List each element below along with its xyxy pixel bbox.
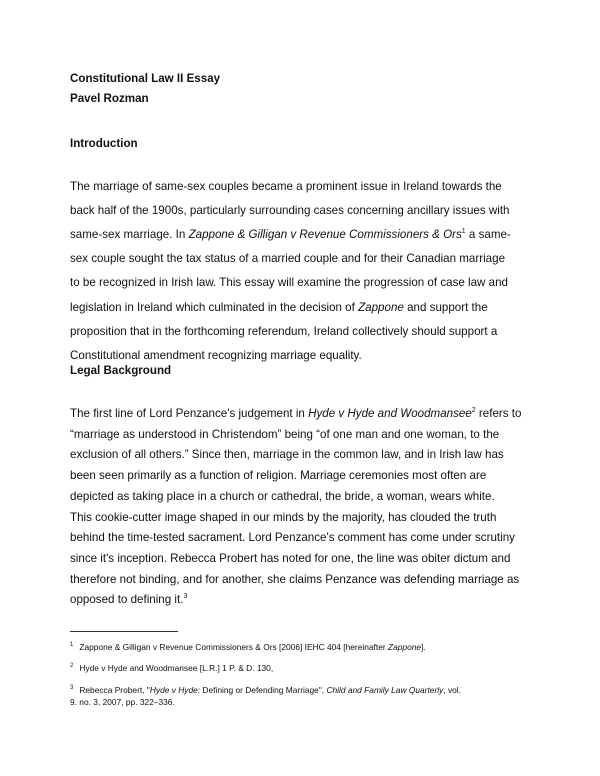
text-segment: back half of the 1900s, particularly surrounding cases concerning ancillary issues with: [70, 204, 510, 218]
footnote-line: [70, 697, 175, 708]
text-segment: Zappone & Gilligan v Revenue Commissioners & Ors [2006] IEHC 404 [hereinafter: [79, 642, 388, 652]
text-line: [70, 325, 497, 339]
text-segment: The marriage of same-sex couples became a prominent issue in Ireland towards the: [70, 180, 502, 193]
footnote-marker: 1: [461, 228, 466, 236]
text-segment: refers to: [475, 407, 522, 420]
text-segment: sex couple sought the tax status of a married couple and for their Canadian marriage: [70, 252, 506, 266]
text-segment: : Defining or Defending Marriage",: [197, 685, 327, 695]
text-line: [70, 573, 519, 587]
footnote-divider: [70, 631, 178, 632]
text-line: [70, 428, 499, 442]
text-segment: 9. no. 3, 2007, pp. 322–336.: [70, 697, 175, 707]
text-segment: proposition that in the forthcoming referendum, Ireland collectively should support a: [70, 324, 498, 338]
essay-title: Constitutional Law II Essay: [70, 72, 221, 85]
text-segment: Zappone: [358, 300, 404, 314]
text-line: [70, 204, 510, 218]
heading-legal-background: Legal Background: [70, 364, 172, 377]
text-segment: Hyde v Hyde and Woodmansee [L.R.] 1 P. & D. 130,: [79, 663, 274, 673]
footnote-line: [70, 642, 426, 653]
text-line: [70, 180, 502, 194]
text-line: [70, 301, 488, 315]
heading-introduction: Introduction: [70, 137, 138, 150]
text-line: [70, 252, 505, 266]
text-segment: since it's inception. Rebecca Probert has noted for one, the line was obiter dictum and: [70, 551, 511, 565]
text-line: [70, 469, 486, 483]
text-line: [70, 228, 511, 242]
text-segment: a same-: [465, 228, 511, 242]
text-line: [70, 511, 496, 525]
text-segment: Zappone: [387, 642, 422, 652]
footnote-marker: 1: [70, 642, 74, 649]
text-segment: depicted as taking place in a church or cathedral, the bride, a woman, wears white.: [70, 489, 495, 503]
text-segment: Constitutional amendment recognizing marriage equality.: [70, 348, 362, 362]
text-segment: The first line of Lord Penzance's judgement in: [70, 407, 309, 420]
text-segment: same-sex marriage. In: [70, 228, 189, 242]
footnote-line: [70, 663, 273, 674]
text-segment: , vol.: [443, 685, 461, 695]
text-segment: therefore not binding, and for another, she claims Penzance was defending marriage as: [70, 572, 520, 586]
footnote-marker: 2: [70, 663, 74, 670]
text-segment: Rebecca Probert, ": [79, 685, 150, 695]
text-line: [70, 276, 508, 290]
text-line: [70, 448, 504, 462]
text-segment: behind the time-tested sacrament. Lord Penzance's comment has come under scrutiny: [70, 531, 515, 545]
text-line: [70, 349, 362, 363]
footnote-line: [70, 685, 461, 696]
text-segment: This cookie-cutter image shaped in our minds by the majority, has clouded the truth: [70, 510, 497, 524]
text-segment: Zappone & Gilligan v Revenue Commissioners & Ors: [188, 228, 462, 242]
text-line: [70, 593, 187, 607]
text-line: [70, 490, 495, 504]
text-segment: legislation in Ireland which culminated in the decision of: [70, 300, 359, 314]
footnote-marker: 3: [70, 685, 74, 692]
text-segment: Hyde v Hyde: [149, 685, 198, 695]
text-line: [70, 407, 521, 421]
text-segment: been seen primarily as a function of religion. Marriage ceremonies most often are: [70, 469, 487, 483]
text-line: [70, 531, 515, 545]
text-segment: and support the: [403, 300, 488, 314]
text-segment: exclusion of all others.” Since then, marriage in the common law, and in Irish law has: [70, 448, 504, 462]
text-segment: opposed to defining it.: [70, 593, 184, 607]
author-name: Pavel Rozman: [70, 92, 149, 105]
text-line: [70, 552, 510, 566]
text-segment: “marriage as understood in Christendom” being “of one man and one woman, to the: [70, 427, 500, 441]
footnote-marker: 3: [183, 593, 188, 601]
text-segment: Child and Family Law Quarterly: [326, 685, 444, 695]
text-segment: to be recognized in Irish law. This essay will examine the progression of case law and: [70, 276, 508, 290]
footnote-marker: 2: [471, 407, 476, 415]
text-segment: Hyde v Hyde and Woodmansee: [308, 407, 472, 420]
text-segment: ].: [421, 642, 426, 652]
